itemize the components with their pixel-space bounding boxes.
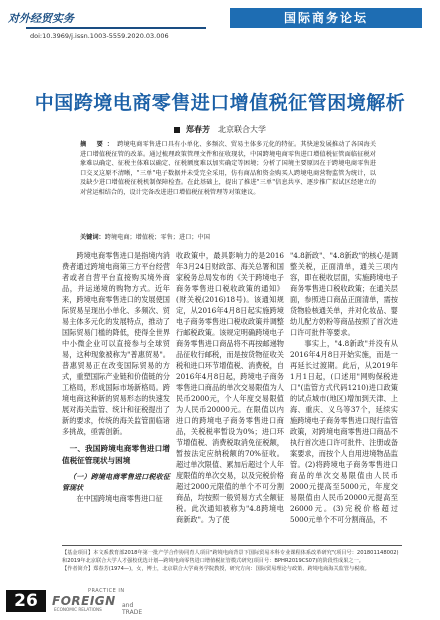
fund-note: 【基金项目】本文系教育部2018年第一批产学合作协同育人项目"跨境电商背景下国际贸易本科专业课程体系改革研究"(项目号：201801148002)和2019年北京联合大学人才强校优选计划—跨境电商零售进口增值税征管模式研究(项目号：BPHR2019CS07)的阶段性成果之一。 <box>62 550 399 564</box>
body-paragraph: 收政策中，最具影响力的是2016年3月24日财政部、海关总署和国家税务总局发布的《关于跨境电子商务零售进口税收政策的通知》(财关税(2016)18号)。该通知规定，从2016年4月8日起实施跨境电子商务零售进口税收政策并调整行邮税政策。该规定明确跨境电子商务零售进口商品将不再按邮递物品征收行邮税，而是按货物征收关税和进口环节增值税、消费税，自2016年4月8日起，跨境电子商务零售进口商品的单次交易限值为人民币2000元，个人年度交易限值为人民币20000元。在限值以内进口的跨境电子商务零售进口商品，关税税率暂设为0%；进口环节增值税、消费税取消免征税额，暂按法定应纳税额的70%征收。超过单次限值、累加后超过个人年度限值的单次交易，以及完税价格超过2000元限值的单个不可分割商品，均按照一般贸易方式全额征税。此次通知被称为"4.8跨境电商新政"。为了使 <box>176 251 284 524</box>
journal-foreign-text: FOREIGN <box>52 594 116 608</box>
body-column-2 <box>176 250 284 525</box>
body-paragraph: 事实上，"4.8新政"并没有从2016年4月8日开始实施，而是一再延长过渡期。此后，从2019年1月1日起，(口述用"网购保税进口"(监管方式代码1210)进口政策的试点城市(地区)增加到天津、上海、重庆、义乌等37个，延续实施跨境电子商务零售进口现行监管政策，对跨境电商零售进口商品不执行首次进口许可批件、注册或备案要求，而按个人自用进境物品监管。(2)将跨境电子商务零售进口商品的单次交易限值由人民币2000元提高至5000元，年度交易限值由人民币20000元提高至26000元。(3)完税价格超过5000元单个不可分割商品，不 <box>290 339 398 524</box>
page-number: 26 <box>6 590 46 612</box>
abstract <box>80 140 376 198</box>
body-column-3 <box>290 250 398 525</box>
keywords <box>80 232 376 241</box>
body-paragraph: 在中国跨境电商零售进口征 <box>76 494 163 503</box>
author-line <box>0 124 440 135</box>
journal-footer-logo <box>52 588 152 614</box>
footnote <box>62 549 402 573</box>
keywords-label: 关键词： <box>80 234 105 241</box>
journal-practice-text: PRACTICE IN <box>88 588 125 594</box>
author-name: 郑春芳 <box>186 125 210 134</box>
footnote-rule <box>62 545 402 546</box>
abstract-label: 摘 要： <box>80 141 118 148</box>
journal-trade-text: and TRADE <box>122 602 143 616</box>
body-paragraph: 跨境电商零售进口是指境内消费者通过跨境电商第三方平台经营者或者自营平台直接购买境外商品，并运递境的购物方式。近年来，跨境电商零售进口的发展使国际贸易呈现出小单化、多频次、贸易主体多元化的发展特点，推动了国际贸易门槛的降低，使得全世界中小微企业可以直接参与全球贸易，这种现象被称为"普惠贸易"。普惠贸易正在改变国际贸易的方式，重塑国际产业链和价值链的分工格局，形成国际市场新格局。跨境电商这种新的贸易形态的快速发展对海关监管、统计和征税提出了新的要求，传统的海关监管面临诸多挑战，亟需创新。 <box>62 251 170 436</box>
body-paragraph: "4.8新政"、"4.8新政"的核心是调整关税，正面清单，通关三项内容，即在税收层面，实施跨境电子商务零售进口税收政策；在通关层面，参照进口商品正面清单，需按货物验核通关单，并对化妆品、婴幼儿配方奶粉等商品按照了首次进口许可批件等要求。 <box>290 251 398 337</box>
author-note: 【作者简介】郑春芳(1974—)，女，博士，北京联合大学商务学院教授，研究方向：国际贸易理论与政策、跨境电商海关监管与税收。 <box>62 566 370 572</box>
article-title: 中国跨境电商零售进口增值税征管困境解析 <box>34 92 406 114</box>
journal-logo: 对外经贸实务 <box>8 12 74 25</box>
doi-text: doi:10.3969/j.issn.1003-5559.2020.03.006 <box>30 32 169 40</box>
subsection-heading: （一）跨境电商零售进口税收征管现状 <box>62 472 170 492</box>
abstract-text: 跨境电商零售进口具有小单化、多频次、贸易主体多元化的特征。其快速发展推动了各国海关进口增值税征管的改革。通过梳理政策管理文件和征收现状，中国跨境电商零售进口增值税征管面临征税对象难以确定、征税主体难以确定、征税额度难以加实确定等困境；分析了国境主要原因在于跨境电商零售进口交叉这原不清晰，"三单"电子数据并未受完全采用，仿有商品和资金购买人跨境电商营物监管为统计，以及缺少进口增值税征税机制保障检查。在此基础上，提出了推进"三单"信息共享、逐步推广拟试区经建立的对营运相结合的，设计完备改进进口增值税征税管理等对策建议。 <box>80 141 377 196</box>
author-affiliation: 北京联合大学 <box>218 125 266 134</box>
header-rule <box>26 27 206 29</box>
section-banner: 国际商务论坛 <box>230 8 422 28</box>
square-bullet-icon <box>174 127 180 133</box>
body-column-1 <box>62 250 170 504</box>
journal-economic-text: ECONOMIC RELATIONS <box>54 607 102 612</box>
section-heading: 一、我国跨境电商零售进口增值税征管现状与困境 <box>62 444 170 465</box>
keywords-text: 跨境电商；增值税；零售；进口；中国 <box>104 234 210 241</box>
